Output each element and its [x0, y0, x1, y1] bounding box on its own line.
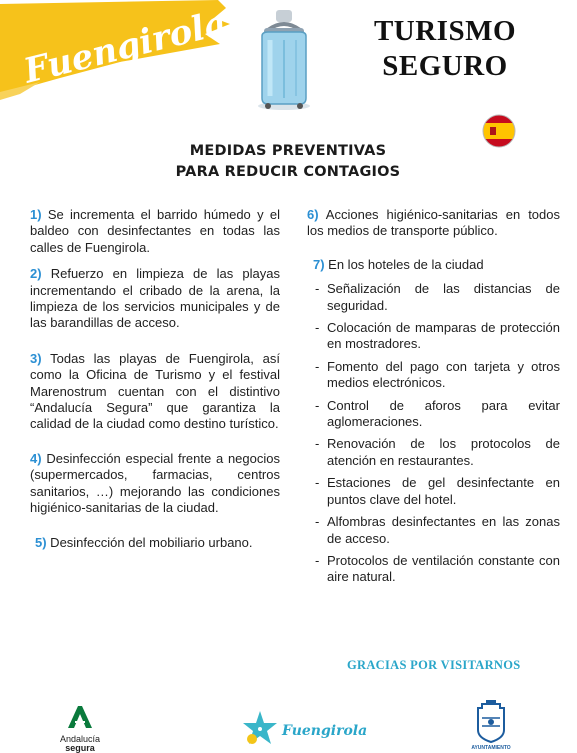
item-text: Desinfección del mobiliario urbano.	[46, 534, 253, 550]
list-item: - Fomento del pago con tarjeta y otros medios electrónicos.	[315, 359, 560, 392]
right-column	[307, 207, 560, 592]
list-item: - Control de aforos para evitar aglomeraciones.	[315, 398, 560, 431]
measure-item	[307, 257, 560, 273]
fuengirola-script-logo: Fuengirola	[20, 2, 231, 92]
measure-item	[30, 207, 280, 256]
fuengirola-footer-wordmark: Fuengirola	[282, 723, 368, 739]
measure-item	[307, 207, 560, 240]
page-title	[365, 14, 525, 84]
list-item: - Señalización de las distancias de seguridad.	[315, 281, 560, 314]
item-number: 6)	[307, 207, 319, 222]
thanks-message: GRACIAS POR VISITARNOS	[347, 658, 521, 672]
item-number: 7)	[313, 256, 325, 272]
list-item: - Protocolos de ventilación constante con aire natural.	[315, 553, 560, 586]
measure-item	[30, 266, 280, 332]
measure-item	[30, 451, 280, 517]
item-text: Se incrementa el barrido húmedo y el baldeo con desinfectantes en todas las calles de Fuengirola.	[30, 207, 280, 255]
subtitle-line-2: PARA REDUCIR CONTAGIOS	[175, 164, 401, 180]
starfish-icon	[243, 711, 277, 744]
title-line-2: SEGURO	[382, 50, 508, 82]
list-item: - Estaciones de gel desinfectante en puntos clave del hotel.	[315, 475, 560, 508]
list-item: - Renovación de los protocolos de atención en restaurantes.	[315, 436, 560, 469]
item-number: 3)	[30, 350, 42, 366]
item-number: 4)	[30, 450, 42, 466]
item-number: 2)	[30, 266, 42, 282]
left-column	[30, 207, 280, 551]
item-text: En los hoteles de la ciudad	[324, 256, 484, 272]
subtitle	[150, 141, 426, 183]
measure-item	[30, 351, 280, 433]
andalucia-logo-line-2: segura	[65, 743, 95, 753]
item-number: 1)	[30, 207, 42, 222]
spain-flag-icon	[482, 114, 516, 148]
andalucia-logo-line-1: Andalucía	[59, 734, 101, 744]
list-item: - Alfombras desinfectantes en las zonas de acceso.	[315, 514, 560, 547]
andalucia-logo-icon	[65, 704, 95, 730]
item-text: Refuerzo en limpieza de las playas incrementando el cribado de la arena, la limpieza de los servicios municipales y de las barandillas de acceso.	[30, 266, 280, 331]
item-text: Desinfección especial frente a negocios (supermercados, farmacias, centros sanitarios, …) mejorando las condiciones higiénico-sanitarias de la ciudad.	[30, 450, 280, 516]
item-text: Todas las playas de Fuengirola, así como la Oficina de Turismo y el festival Marenostrum cuentan con el distintivo “Andalucía Segura” que garantiza la calidad de la ciudad como destino turístico.	[30, 350, 280, 432]
ayuntamiento-label: AYUNTAMIENTO	[471, 745, 511, 751]
subtitle-line-1: MEDIDAS PREVENTIVAS	[189, 143, 387, 159]
hotel-measures-list	[307, 281, 560, 586]
fuengirola-footer-logo	[240, 707, 368, 750]
measure-item	[30, 535, 280, 551]
item-text: Acciones higiénico-sanitarias en todos los medios de transporte público.	[307, 207, 560, 239]
andalucia-segura-logo	[54, 704, 106, 753]
ayuntamiento-crest-icon	[466, 698, 516, 750]
title-line-1: TURISMO	[373, 15, 517, 47]
suitcase-icon	[258, 10, 310, 110]
list-item: - Colocación de mamparas de protección en mostradores.	[315, 320, 560, 353]
item-number: 5)	[35, 534, 47, 550]
